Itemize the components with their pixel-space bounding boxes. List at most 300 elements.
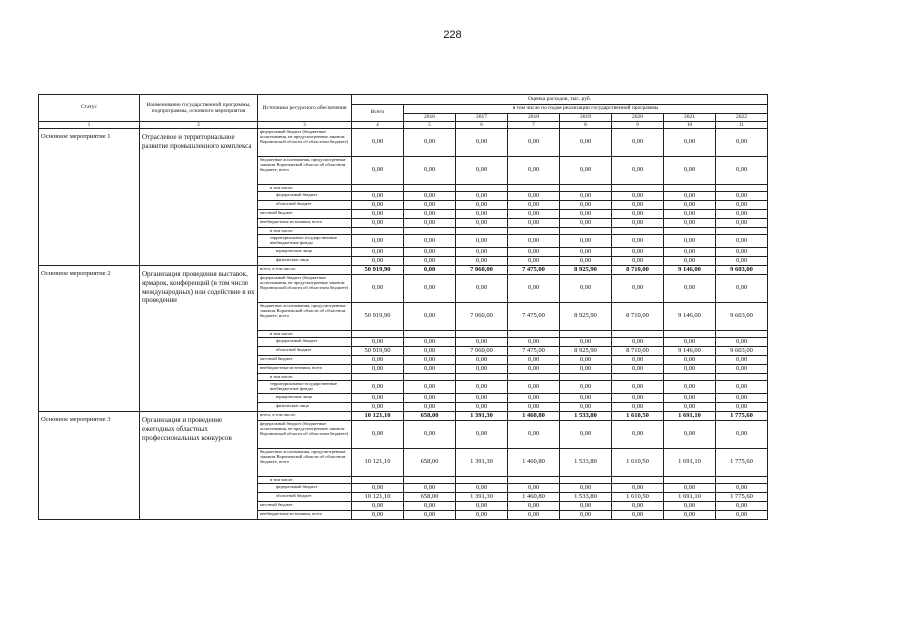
year-value: 0,00	[404, 421, 456, 449]
header-name: Наименование государственной программы, подпрограммы, основного мероприятия	[140, 95, 258, 122]
year-value: 0,00	[664, 502, 716, 511]
year-value: 0,00	[404, 365, 456, 374]
column-number: 1	[39, 122, 140, 129]
funding-source: федеральный бюджет (бюджетные ассигнования, не предусмотренные законом Воронежской области об областном бюджете)	[258, 421, 352, 449]
total-value: 50 919,90	[352, 303, 404, 331]
year-value: 7 060,00	[456, 266, 508, 275]
funding-source: всего, в том числе:	[258, 412, 352, 421]
year-value: 0,00	[456, 219, 508, 228]
year-value: 0,00	[612, 511, 664, 520]
year-value: 0,00	[560, 381, 612, 394]
year-value: 0,00	[716, 257, 768, 266]
activity-name: Отраслевое и территориальное развитие промышленного комплекса	[140, 129, 258, 266]
year-value	[456, 374, 508, 381]
funding-source: в том числе:	[258, 331, 352, 338]
year-value	[508, 185, 560, 192]
year-value: 1 775,60	[716, 449, 768, 477]
year-value: 0,00	[716, 192, 768, 201]
total-value: 0,00	[352, 219, 404, 228]
year-value: 1 460,80	[508, 412, 560, 421]
year-value: 0,00	[560, 235, 612, 248]
year-value: 0,00	[508, 421, 560, 449]
year-value: 0,00	[456, 129, 508, 157]
year-value: 0,00	[456, 484, 508, 493]
year-value: 0,00	[560, 157, 612, 185]
activity-name: Организация проведения выставок, ярмарок, конференций (в том числе международных) или содействие в их проведении	[140, 266, 258, 412]
header-total: Всего	[352, 105, 404, 122]
year-value	[612, 477, 664, 484]
year-value: 0,00	[560, 511, 612, 520]
year-value: 0,00	[716, 275, 768, 303]
total-value: 0,00	[352, 356, 404, 365]
funding-source: в том числе:	[258, 228, 352, 235]
header-year: 2017	[456, 114, 508, 122]
total-value: 0,00	[352, 210, 404, 219]
year-value: 0,00	[508, 275, 560, 303]
year-value: 0,00	[560, 275, 612, 303]
year-value	[456, 331, 508, 338]
year-value: 0,00	[664, 394, 716, 403]
year-value: 658,00	[404, 449, 456, 477]
total-value: 0,00	[352, 403, 404, 412]
funding-source: в том числе:	[258, 477, 352, 484]
year-value: 0,00	[664, 210, 716, 219]
year-value: 658,00	[404, 493, 456, 502]
year-value: 0,00	[664, 235, 716, 248]
funding-source: местный бюджет	[258, 502, 352, 511]
column-number: 9	[612, 122, 664, 129]
year-value	[404, 331, 456, 338]
year-value: 0,00	[612, 210, 664, 219]
year-value: 0,00	[664, 201, 716, 210]
year-value: 0,00	[716, 403, 768, 412]
year-value: 0,00	[560, 421, 612, 449]
year-value: 0,00	[612, 248, 664, 257]
funding-source: внебюджетные источники, всего	[258, 219, 352, 228]
year-value: 0,00	[404, 502, 456, 511]
year-value: 0,00	[716, 502, 768, 511]
header-year: 2019	[560, 114, 612, 122]
year-value	[664, 477, 716, 484]
year-value: 0,00	[456, 201, 508, 210]
funding-source: юридические лица	[258, 248, 352, 257]
year-value: 0,00	[456, 235, 508, 248]
year-value: 0,00	[404, 511, 456, 520]
total-value: 0,00	[352, 129, 404, 157]
year-value	[612, 185, 664, 192]
year-value	[560, 228, 612, 235]
funding-source: федеральный бюджет	[258, 338, 352, 347]
year-value: 0,00	[560, 502, 612, 511]
year-value: 9 146,00	[664, 347, 716, 356]
year-value: 0,00	[404, 192, 456, 201]
year-value	[612, 228, 664, 235]
year-value: 0,00	[508, 394, 560, 403]
year-value	[716, 477, 768, 484]
year-value: 658,00	[404, 412, 456, 421]
year-value: 0,00	[456, 192, 508, 201]
header-year: 2022	[716, 114, 768, 122]
year-value: 0,00	[612, 192, 664, 201]
header-by-years: в том числе по годам реализации государственной программы	[404, 105, 768, 114]
total-value: 0,00	[352, 421, 404, 449]
total-value	[352, 185, 404, 192]
year-value: 0,00	[716, 421, 768, 449]
header-estimate: Оценка расходов, тыс. руб.	[352, 95, 768, 105]
year-value	[404, 185, 456, 192]
year-value: 1 460,80	[508, 449, 560, 477]
year-value: 0,00	[716, 248, 768, 257]
year-value: 0,00	[404, 484, 456, 493]
year-value	[404, 374, 456, 381]
year-value: 0,00	[612, 219, 664, 228]
year-value: 0,00	[560, 394, 612, 403]
year-value: 0,00	[560, 403, 612, 412]
column-number: 3	[258, 122, 352, 129]
year-value: 1 691,10	[664, 412, 716, 421]
year-value: 0,00	[560, 338, 612, 347]
year-value	[560, 374, 612, 381]
funding-source: федеральный бюджет (бюджетные ассигнования, не предусмотренные законом Воронежской области об областном бюджете)	[258, 275, 352, 303]
year-value: 1 691,10	[664, 449, 716, 477]
year-value: 0,00	[508, 201, 560, 210]
year-value	[612, 374, 664, 381]
year-value: 7 475,00	[508, 266, 560, 275]
year-value: 0,00	[508, 219, 560, 228]
year-value: 0,00	[404, 210, 456, 219]
total-value: 0,00	[352, 365, 404, 374]
year-value: 8 710,00	[612, 347, 664, 356]
year-value: 0,00	[404, 394, 456, 403]
funding-source: областной бюджет	[258, 347, 352, 356]
total-value: 0,00	[352, 275, 404, 303]
year-value: 0,00	[612, 338, 664, 347]
column-number: 8	[560, 122, 612, 129]
year-value: 0,00	[508, 129, 560, 157]
year-value: 0,00	[508, 365, 560, 374]
year-value: 0,00	[508, 338, 560, 347]
year-value: 1 533,80	[560, 449, 612, 477]
funding-source: всего, в том числе:	[258, 266, 352, 275]
year-value: 1 533,80	[560, 493, 612, 502]
funding-source: местный бюджет	[258, 210, 352, 219]
year-value: 1 610,50	[612, 412, 664, 421]
year-value	[456, 477, 508, 484]
year-value: 0,00	[404, 257, 456, 266]
header-year: 2021	[664, 114, 716, 122]
year-value: 0,00	[404, 347, 456, 356]
year-value: 0,00	[664, 129, 716, 157]
year-value: 0,00	[716, 338, 768, 347]
year-value: 1 775,60	[716, 493, 768, 502]
year-value: 0,00	[456, 502, 508, 511]
year-value: 0,00	[716, 129, 768, 157]
total-value: 0,00	[352, 257, 404, 266]
total-value: 0,00	[352, 511, 404, 520]
year-value: 0,00	[404, 219, 456, 228]
year-value: 0,00	[508, 403, 560, 412]
funding-source: областной бюджет	[258, 201, 352, 210]
year-value: 0,00	[612, 275, 664, 303]
year-value: 0,00	[716, 356, 768, 365]
year-value: 1 610,50	[612, 449, 664, 477]
total-value: 50 919,90	[352, 266, 404, 275]
year-value: 0,00	[404, 275, 456, 303]
year-value: 1 691,10	[664, 493, 716, 502]
year-value: 0,00	[716, 365, 768, 374]
year-value: 0,00	[508, 235, 560, 248]
year-value: 9 146,00	[664, 266, 716, 275]
year-value: 0,00	[560, 192, 612, 201]
year-value: 9 603,00	[716, 347, 768, 356]
year-value: 0,00	[404, 403, 456, 412]
year-value: 0,00	[716, 235, 768, 248]
year-value: 0,00	[612, 235, 664, 248]
year-value	[560, 185, 612, 192]
year-value: 0,00	[404, 248, 456, 257]
year-value: 0,00	[664, 257, 716, 266]
total-value: 0,00	[352, 235, 404, 248]
year-value: 0,00	[560, 219, 612, 228]
total-value: 0,00	[352, 394, 404, 403]
year-value: 0,00	[612, 129, 664, 157]
year-value: 0,00	[404, 266, 456, 275]
year-value: 0,00	[508, 484, 560, 493]
total-value	[352, 374, 404, 381]
year-value: 0,00	[664, 403, 716, 412]
year-value: 7 060,00	[456, 347, 508, 356]
funding-source: юридические лица	[258, 394, 352, 403]
year-value	[716, 331, 768, 338]
year-value: 0,00	[456, 257, 508, 266]
total-value: 0,00	[352, 192, 404, 201]
column-number: 7	[508, 122, 560, 129]
funding-source: федеральный бюджет	[258, 484, 352, 493]
funding-source: бюджетные ассигнования, предусмотренные законом Воронежской области об областном бюджете, всего	[258, 157, 352, 185]
year-value: 0,00	[560, 201, 612, 210]
year-value: 0,00	[612, 484, 664, 493]
year-value: 0,00	[664, 248, 716, 257]
year-value: 0,00	[560, 365, 612, 374]
year-value: 0,00	[664, 381, 716, 394]
funding-source: федеральный бюджет (бюджетные ассигнования, не предусмотренные законом Воронежской области об областном бюджете)	[258, 129, 352, 157]
activity-status: Основное мероприятие 2	[39, 266, 140, 412]
year-value: 0,00	[612, 394, 664, 403]
year-value: 0,00	[664, 421, 716, 449]
funding-source: физические лица	[258, 257, 352, 266]
year-value: 0,00	[664, 157, 716, 185]
year-value: 9 146,00	[664, 303, 716, 331]
year-value: 0,00	[456, 356, 508, 365]
year-value: 0,00	[612, 201, 664, 210]
year-value: 0,00	[456, 511, 508, 520]
year-value: 0,00	[508, 192, 560, 201]
year-value: 0,00	[716, 210, 768, 219]
year-value: 0,00	[508, 257, 560, 266]
year-value	[664, 331, 716, 338]
total-value: 0,00	[352, 381, 404, 394]
total-value	[352, 228, 404, 235]
funding-source: внебюджетные источники, всего	[258, 365, 352, 374]
year-value: 0,00	[456, 403, 508, 412]
year-value: 8 925,90	[560, 303, 612, 331]
year-value: 0,00	[560, 129, 612, 157]
column-number: 11	[716, 122, 768, 129]
year-value: 0,00	[612, 356, 664, 365]
year-value: 0,00	[664, 192, 716, 201]
year-value: 0,00	[716, 394, 768, 403]
total-value: 0,00	[352, 248, 404, 257]
year-value: 9 603,00	[716, 303, 768, 331]
year-value	[404, 477, 456, 484]
year-value: 1 391,30	[456, 412, 508, 421]
year-value: 0,00	[456, 365, 508, 374]
year-value: 8 710,00	[612, 303, 664, 331]
year-value: 0,00	[456, 275, 508, 303]
total-value: 0,00	[352, 502, 404, 511]
total-value: 10 121,10	[352, 449, 404, 477]
total-value: 0,00	[352, 201, 404, 210]
column-number: 4	[352, 122, 404, 129]
year-value: 7 475,00	[508, 347, 560, 356]
year-value	[404, 228, 456, 235]
year-value: 0,00	[404, 201, 456, 210]
activity-name: Организация и проведение ежегодных областных профессиональных конкурсов	[140, 412, 258, 520]
year-value: 0,00	[456, 248, 508, 257]
table-body	[39, 129, 768, 520]
year-value: 0,00	[508, 511, 560, 520]
year-value	[560, 331, 612, 338]
total-value: 10 121,10	[352, 412, 404, 421]
year-value: 0,00	[612, 365, 664, 374]
year-value: 0,00	[508, 157, 560, 185]
year-value: 0,00	[664, 511, 716, 520]
year-value	[612, 331, 664, 338]
year-value: 0,00	[456, 338, 508, 347]
total-value: 50 919,90	[352, 347, 404, 356]
year-value: 0,00	[456, 381, 508, 394]
year-value: 0,00	[456, 421, 508, 449]
funding-source: местный бюджет	[258, 356, 352, 365]
year-value: 1 391,30	[456, 449, 508, 477]
year-value: 0,00	[716, 219, 768, 228]
year-value	[508, 228, 560, 235]
year-value	[560, 477, 612, 484]
year-value: 0,00	[456, 210, 508, 219]
total-value: 0,00	[352, 484, 404, 493]
year-value: 1 533,80	[560, 412, 612, 421]
column-number: 10	[664, 122, 716, 129]
funding-source: в том числе:	[258, 185, 352, 192]
year-value	[456, 228, 508, 235]
year-value: 0,00	[404, 235, 456, 248]
year-value: 0,00	[508, 248, 560, 257]
page-number: 228	[443, 29, 462, 41]
year-value: 0,00	[404, 356, 456, 365]
column-number: 6	[456, 122, 508, 129]
year-value: 9 603,00	[716, 266, 768, 275]
year-value: 0,00	[716, 381, 768, 394]
year-value: 1 460,80	[508, 493, 560, 502]
total-value: 10 121,10	[352, 493, 404, 502]
funding-source: в том числе:	[258, 374, 352, 381]
year-value: 0,00	[508, 381, 560, 394]
year-value: 1 775,60	[716, 412, 768, 421]
year-value: 7 060,00	[456, 303, 508, 331]
year-value: 0,00	[612, 381, 664, 394]
column-number: 5	[404, 122, 456, 129]
table-row	[39, 412, 768, 421]
funding-source: федеральный бюджет	[258, 192, 352, 201]
year-value	[664, 228, 716, 235]
total-value: 0,00	[352, 157, 404, 185]
year-value: 0,00	[612, 257, 664, 266]
year-value	[508, 477, 560, 484]
year-value: 0,00	[716, 484, 768, 493]
budget-table	[38, 94, 768, 520]
funding-source: территориальные государственные внебюджетные фонды	[258, 235, 352, 248]
year-value: 7 475,00	[508, 303, 560, 331]
year-value: 8 925,90	[560, 266, 612, 275]
year-value: 0,00	[664, 338, 716, 347]
year-value: 0,00	[508, 356, 560, 365]
activity-status: Основное мероприятие 1	[39, 129, 140, 266]
year-value: 0,00	[456, 394, 508, 403]
year-value: 0,00	[664, 356, 716, 365]
year-value: 0,00	[404, 381, 456, 394]
funding-source: территориальные государственные внебюджетные фонды	[258, 381, 352, 394]
year-value	[716, 185, 768, 192]
header-year: 2020	[612, 114, 664, 122]
year-value: 0,00	[560, 356, 612, 365]
year-value	[716, 374, 768, 381]
year-value	[508, 374, 560, 381]
year-value: 1 610,50	[612, 493, 664, 502]
year-value: 0,00	[612, 421, 664, 449]
year-value	[456, 185, 508, 192]
year-value: 0,00	[612, 403, 664, 412]
year-value: 8 925,90	[560, 347, 612, 356]
year-value: 0,00	[612, 157, 664, 185]
year-value: 0,00	[664, 484, 716, 493]
year-value	[664, 374, 716, 381]
table-row	[39, 129, 768, 157]
funding-source: физические лица	[258, 403, 352, 412]
year-value: 0,00	[560, 210, 612, 219]
year-value	[716, 228, 768, 235]
year-value: 0,00	[404, 338, 456, 347]
year-value: 0,00	[404, 303, 456, 331]
total-value	[352, 331, 404, 338]
funding-source: внебюджетные источники, всего	[258, 511, 352, 520]
header-year: 2016	[404, 114, 456, 122]
year-value: 0,00	[716, 201, 768, 210]
year-value: 0,00	[560, 257, 612, 266]
funding-source: бюджетные ассигнования, предусмотренные законом Воронежской области об областном бюджете, всего	[258, 303, 352, 331]
year-value: 0,00	[404, 157, 456, 185]
table-row	[39, 266, 768, 275]
year-value: 0,00	[664, 219, 716, 228]
year-value	[508, 331, 560, 338]
year-value: 0,00	[456, 157, 508, 185]
year-value	[664, 185, 716, 192]
year-value: 0,00	[404, 129, 456, 157]
total-value	[352, 477, 404, 484]
year-value: 0,00	[560, 248, 612, 257]
year-value: 0,00	[716, 511, 768, 520]
year-value: 1 391,30	[456, 493, 508, 502]
year-value: 0,00	[508, 502, 560, 511]
